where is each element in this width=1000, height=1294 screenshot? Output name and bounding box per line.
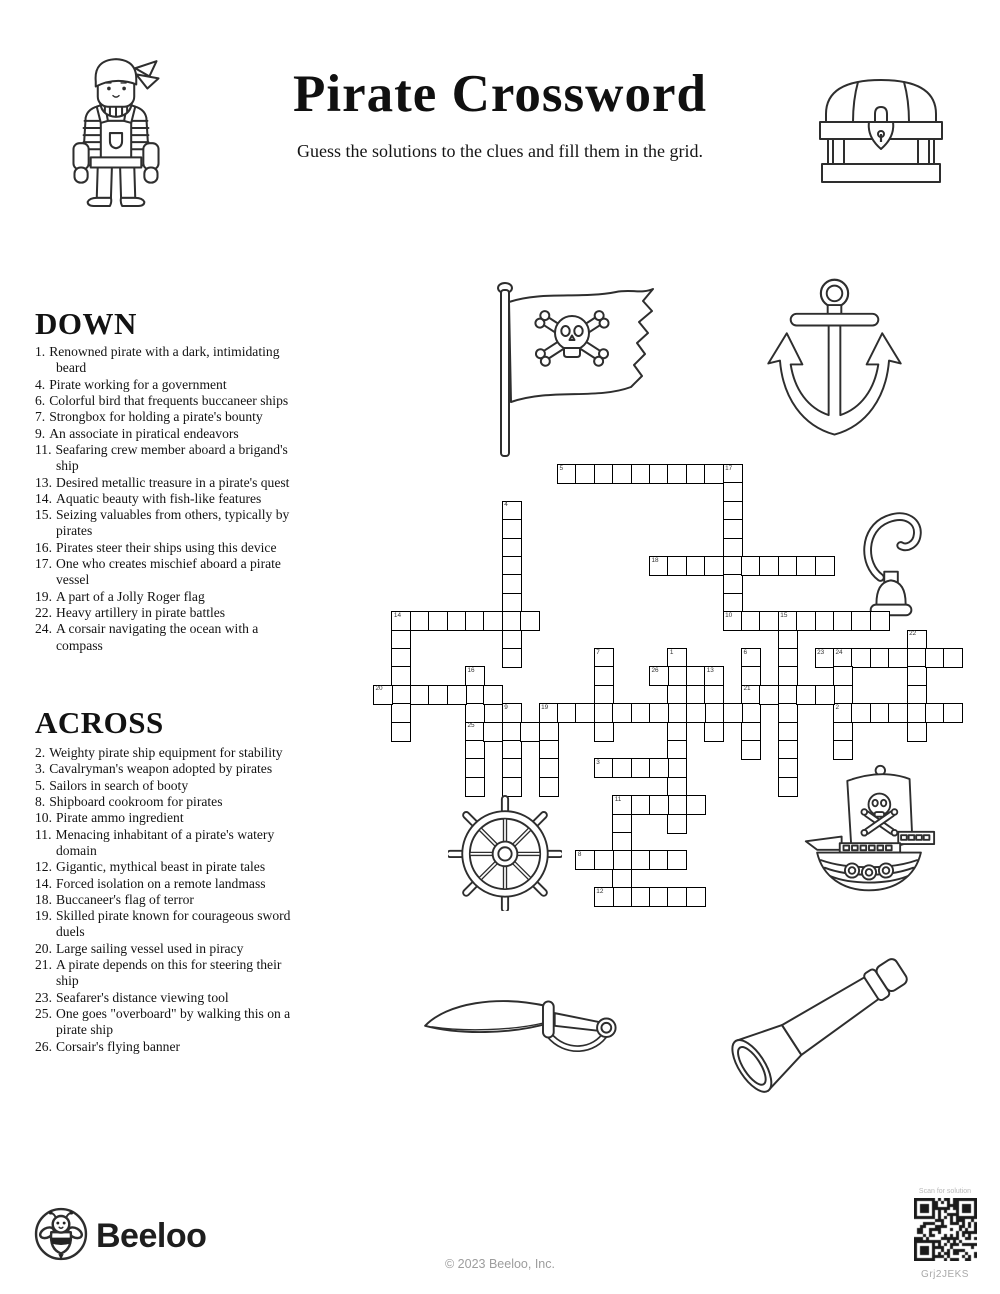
grid-cell[interactable]: [778, 740, 798, 760]
clue-number: 12.: [35, 859, 52, 875]
clue: 26. Corsair's flying banner: [35, 1038, 181, 1054]
grid-cell[interactable]: [815, 556, 835, 576]
clue: 18. Buccaneer's flag of terror: [35, 891, 194, 907]
pirate-ship-icon: [798, 762, 940, 896]
grid-cell[interactable]: [778, 556, 798, 576]
grid-cell[interactable]: [907, 722, 927, 742]
grid-cell[interactable]: [391, 685, 411, 705]
grid-cell[interactable]: [870, 648, 890, 668]
grid-cell[interactable]: [907, 703, 927, 723]
grid-cell[interactable]: [815, 648, 835, 668]
grid-cell[interactable]: [594, 722, 614, 742]
clue: 19. A part of a Jolly Roger flag: [35, 588, 205, 604]
grid-cell[interactable]: [502, 501, 522, 521]
clue-number: 4.: [35, 376, 46, 392]
grid-cell[interactable]: [649, 850, 669, 870]
cell-number: 13: [706, 666, 714, 674]
grid-cell[interactable]: [741, 556, 761, 576]
clue-number: 7.: [35, 409, 46, 425]
grid-cell[interactable]: [704, 556, 724, 576]
grid-cell[interactable]: [778, 777, 798, 797]
clue-number: 5.: [35, 777, 46, 793]
grid-cell[interactable]: [631, 758, 651, 778]
clue-number: 20.: [35, 940, 52, 956]
grid-cell[interactable]: [704, 703, 724, 723]
grid-cell[interactable]: [373, 685, 393, 705]
grid-cell[interactable]: [888, 648, 908, 668]
grid-cell[interactable]: [667, 758, 687, 778]
grid-cell[interactable]: [741, 703, 761, 723]
grid-cell[interactable]: [686, 795, 706, 815]
grid-cell[interactable]: [631, 887, 651, 907]
clue-number: 21.: [35, 957, 52, 973]
grid-cell[interactable]: [907, 630, 927, 650]
grid-cell[interactable]: [778, 722, 798, 742]
grid-cell[interactable]: [391, 666, 411, 686]
grid-cell[interactable]: [925, 703, 945, 723]
grid-cell[interactable]: [686, 464, 706, 484]
clue-number: 13.: [35, 474, 52, 490]
grid-cell[interactable]: [667, 795, 687, 815]
cell-number: 11: [614, 795, 622, 803]
grid-cell[interactable]: [815, 685, 835, 705]
cell-number: 25: [467, 722, 475, 730]
cell-number: 21: [743, 685, 751, 693]
cell-number: 15: [780, 611, 788, 619]
grid-cell[interactable]: [723, 556, 743, 576]
grid-cell[interactable]: [851, 611, 871, 631]
clue: 22. Heavy artillery in pirate battles: [35, 605, 226, 620]
grid-cell[interactable]: [741, 740, 761, 760]
grid-cell[interactable]: [447, 611, 467, 631]
anchor-icon: [742, 272, 927, 454]
clue: 11. Seafaring crew member aboard a brigand's ship: [35, 441, 288, 474]
clue: 16. Pirates steer their ships using this device: [35, 539, 277, 555]
grid-cell[interactable]: [833, 685, 853, 705]
grid-cell[interactable]: [667, 685, 687, 705]
grid-cell[interactable]: [612, 814, 632, 834]
grid-cell[interactable]: [870, 611, 890, 631]
grid-cell[interactable]: [796, 611, 816, 631]
grid-cell[interactable]: [907, 648, 927, 668]
page-title: Pirate Crossword: [293, 65, 707, 123]
grid-cell[interactable]: [649, 556, 669, 576]
grid-cell[interactable]: [667, 464, 687, 484]
grid-cell[interactable]: [723, 703, 743, 723]
cell-number: 4: [504, 501, 508, 509]
grid-cell[interactable]: [594, 850, 614, 870]
clue-number: 9.: [35, 425, 46, 441]
grid-cell[interactable]: [502, 556, 522, 576]
grid-cell[interactable]: [851, 648, 871, 668]
grid-cell[interactable]: [851, 703, 871, 723]
grid-cell[interactable]: [649, 887, 669, 907]
grid-cell[interactable]: [686, 887, 706, 907]
pirate-flag-icon: [492, 276, 672, 466]
grid-cell[interactable]: [612, 887, 632, 907]
grid-cell[interactable]: [704, 685, 724, 705]
grid-cell[interactable]: [815, 611, 835, 631]
grid-cell[interactable]: [391, 611, 411, 631]
clue-number: 15.: [35, 507, 52, 523]
clue-number: 11.: [35, 441, 52, 457]
grid-cell[interactable]: [612, 850, 632, 870]
cell-number: 3: [596, 758, 600, 766]
grid-cell[interactable]: [410, 611, 430, 631]
clue-number: 17.: [35, 556, 52, 572]
grid-cell[interactable]: [612, 795, 632, 815]
grid-cell[interactable]: [612, 832, 632, 852]
clue: 15. Seizing valuables from others, typically by pirates: [35, 507, 290, 539]
clue-number: 14.: [35, 490, 52, 506]
clue-number: 24.: [35, 621, 52, 637]
grid-cell[interactable]: [502, 593, 522, 613]
grid-cell[interactable]: [465, 666, 485, 686]
grid-cell[interactable]: [833, 648, 853, 668]
cell-number: 19: [541, 703, 549, 711]
grid-cell[interactable]: [539, 758, 559, 778]
clue: 10. Pirate ammo ingredient: [35, 810, 184, 826]
grid-cell[interactable]: [594, 464, 614, 484]
grid-cell[interactable]: [520, 611, 540, 631]
grid-cell[interactable]: [667, 666, 687, 686]
clue-number: 16.: [35, 539, 52, 555]
clue-number: 3.: [35, 761, 46, 777]
ship-wheel-icon: [448, 793, 562, 911]
grid-cell[interactable]: [502, 611, 522, 631]
grid-cell[interactable]: [391, 703, 411, 723]
grid-cell[interactable]: [594, 648, 614, 668]
grid-cell[interactable]: [833, 666, 853, 686]
clue: 14. Forced isolation on a remote landmass: [35, 875, 266, 891]
cell-number: 12: [596, 887, 604, 895]
grid-cell[interactable]: [925, 648, 945, 668]
grid-cell[interactable]: [465, 722, 485, 742]
grid-cell[interactable]: [723, 501, 743, 521]
grid-cell[interactable]: [502, 630, 522, 650]
grid-cell[interactable]: [667, 648, 687, 668]
grid-cell[interactable]: [796, 556, 816, 576]
grid-cell[interactable]: [870, 703, 890, 723]
grid-cell[interactable]: [649, 795, 669, 815]
grid-cell[interactable]: [704, 464, 724, 484]
clue: 23. Seafarer's distance viewing tool: [35, 989, 229, 1005]
grid-cell[interactable]: [686, 556, 706, 576]
clue: 19. Skilled pirate known for courageous sword duels: [35, 908, 291, 940]
grid-cell[interactable]: [704, 722, 724, 742]
grid-cell[interactable]: [557, 464, 577, 484]
grid-cell[interactable]: [723, 611, 743, 631]
across-clue-list: [35, 745, 293, 1055]
cell-number: 7: [596, 648, 600, 656]
grid-cell[interactable]: [612, 703, 632, 723]
grid-cell[interactable]: [667, 887, 687, 907]
grid-cell[interactable]: [410, 685, 430, 705]
grid-cell[interactable]: [833, 740, 853, 760]
clue: 20. Large sailing vessel used in piracy: [35, 940, 244, 956]
clue-number: 14.: [35, 875, 52, 891]
grid-cell[interactable]: [704, 666, 724, 686]
clue-number: 19.: [35, 588, 52, 604]
grid-cell[interactable]: [759, 685, 779, 705]
clue: 17. One who creates mischief aboard a pirate vessel: [35, 556, 281, 588]
grid-cell[interactable]: [723, 538, 743, 558]
pirate-icon: [58, 48, 174, 210]
clue: 7. Strongbox for holding a pirate's bounty: [35, 409, 263, 425]
cell-number: 18: [651, 556, 659, 564]
grid-cell[interactable]: [539, 703, 559, 723]
grid-cell[interactable]: [778, 648, 798, 668]
grid-cell[interactable]: [667, 556, 687, 576]
grid-cell[interactable]: [631, 850, 651, 870]
grid-cell[interactable]: [741, 722, 761, 742]
clue-number: 22.: [35, 605, 52, 620]
cell-number: 17: [725, 464, 733, 472]
cutlass-icon: [418, 980, 630, 1056]
grid-cell[interactable]: [649, 758, 669, 778]
grid-cell[interactable]: [741, 666, 761, 686]
grid-cell[interactable]: [667, 777, 687, 797]
cell-number: 2: [835, 703, 840, 711]
page-subtitle: Guess the solutions to the clues and fill them in the grid.: [297, 141, 703, 161]
grid-cell[interactable]: [741, 611, 761, 631]
grid-cell[interactable]: [502, 574, 522, 594]
grid-cell[interactable]: [723, 593, 743, 613]
clue: 9. An associate in piratical endeavors: [35, 425, 239, 441]
telescope-icon: [712, 918, 940, 1106]
cell-number: 1: [669, 648, 674, 656]
grid-cell[interactable]: [631, 795, 651, 815]
cell-number: 9: [504, 703, 508, 711]
grid-cell[interactable]: [649, 703, 669, 723]
qr-code-label: Grj2JEKS: [921, 1269, 969, 1280]
clue: 3. Cavalryman's weapon adopted by pirates: [35, 761, 273, 777]
clue-number: 1.: [35, 344, 46, 359]
clue: 25. One goes "overboard" by walking this on a pirate ship: [35, 1006, 291, 1038]
grid-cell[interactable]: [502, 703, 522, 723]
grid-cell[interactable]: [723, 482, 743, 502]
grid-cell[interactable]: [502, 740, 522, 760]
grid-cell[interactable]: [907, 666, 927, 686]
treasure-chest-icon: [810, 68, 952, 190]
clue-number: 8.: [35, 793, 46, 809]
clue-number: 18.: [35, 891, 52, 907]
grid-cell[interactable]: [502, 538, 522, 558]
grid-cell[interactable]: [465, 740, 485, 760]
grid-cell[interactable]: [575, 703, 595, 723]
clue: 13. Desired metallic treasure in a pirate's quest: [35, 474, 290, 490]
bee-logo-icon: [33, 1206, 89, 1262]
grid-cell[interactable]: [667, 850, 687, 870]
copyright-text: © 2023 Beeloo, Inc.: [445, 1257, 555, 1271]
grid-cell[interactable]: [723, 519, 743, 539]
grid-cell[interactable]: [520, 722, 540, 742]
grid-cell[interactable]: [649, 464, 669, 484]
grid-cell[interactable]: [943, 648, 963, 668]
clue-number: 11.: [35, 826, 52, 842]
grid-cell[interactable]: [778, 666, 798, 686]
qr-block: [903, 1188, 987, 1280]
brand-wordmark: Beeloo: [96, 1217, 207, 1255]
qr-caption: Scan for solution: [918, 1188, 972, 1195]
grid-cell[interactable]: [723, 574, 743, 594]
grid-cell[interactable]: [741, 648, 761, 668]
clue: 5. Sailors in search of booty: [35, 777, 189, 793]
grid-cell[interactable]: [502, 722, 522, 742]
grid-cell[interactable]: [741, 685, 761, 705]
grid-cell[interactable]: [575, 464, 595, 484]
grid-cell[interactable]: [539, 740, 559, 760]
down-clue-list: [35, 344, 293, 654]
grid-cell[interactable]: [594, 666, 614, 686]
down-heading: DOWN: [35, 306, 137, 341]
grid-cell[interactable]: [428, 611, 448, 631]
grid-cell[interactable]: [612, 758, 632, 778]
grid-cell[interactable]: [778, 703, 798, 723]
grid-cell[interactable]: [391, 630, 411, 650]
grid-cell[interactable]: [778, 758, 798, 778]
grid-cell[interactable]: [686, 666, 706, 686]
grid-cell[interactable]: [759, 556, 779, 576]
grid-cell[interactable]: [778, 685, 798, 705]
grid-cell[interactable]: [483, 611, 503, 631]
grid-cell[interactable]: [612, 869, 632, 889]
grid-cell[interactable]: [502, 519, 522, 539]
grid-cell[interactable]: [465, 685, 485, 705]
cell-number: 5: [559, 464, 564, 472]
clue: 21. A pirate depends on this for steering their ship: [35, 957, 282, 989]
grid-cell[interactable]: [502, 758, 522, 778]
grid-cell[interactable]: [833, 703, 853, 723]
clue: 2. Weighty pirate ship equipment for stability: [35, 745, 283, 760]
clue: 12. Gigantic, mythical beast in pirate tales: [35, 859, 266, 875]
clue-number: 19.: [35, 908, 52, 924]
grid-cell[interactable]: [833, 722, 853, 742]
cell-number: 26: [651, 666, 659, 674]
grid-cell[interactable]: [594, 703, 614, 723]
cell-number: 14: [393, 611, 401, 619]
grid-cell[interactable]: [502, 648, 522, 668]
clue: 6. Colorful bird that frequents buccaneer ships: [35, 392, 289, 408]
grid-cell[interactable]: [483, 722, 503, 742]
grid-cell[interactable]: [667, 814, 687, 834]
cell-number: 23: [817, 648, 825, 656]
clue: 1. Renowned pirate with a dark, intimidating beard: [35, 344, 280, 376]
clue: 24. A corsair navigating the ocean with a compass: [35, 621, 259, 653]
cell-number: 10: [725, 611, 733, 619]
cell-number: 6: [743, 648, 748, 656]
grid-cell[interactable]: [465, 758, 485, 778]
clue-number: 10.: [35, 810, 52, 826]
grid-cell[interactable]: [483, 685, 503, 705]
grid-cell[interactable]: [594, 758, 614, 778]
clue-number: 23.: [35, 989, 52, 1005]
grid-cell[interactable]: [465, 611, 485, 631]
clue: 14. Aquatic beauty with fish-like features: [35, 490, 262, 506]
grid-cell[interactable]: [686, 703, 706, 723]
clue-number: 6.: [35, 392, 46, 408]
clue: 8. Shipboard cookroom for pirates: [35, 793, 223, 809]
grid-cell[interactable]: [759, 611, 779, 631]
cell-number: 20: [375, 685, 383, 693]
grid-cell[interactable]: [833, 611, 853, 631]
grid-cell[interactable]: [907, 685, 927, 705]
grid-cell[interactable]: [391, 648, 411, 668]
grid-cell[interactable]: [723, 464, 743, 484]
grid-cell[interactable]: [391, 722, 411, 742]
grid-cell[interactable]: [778, 611, 798, 631]
clue: 11. Menacing inhabitant of a pirate's watery domain: [35, 826, 275, 858]
grid-cell[interactable]: [943, 703, 963, 723]
grid-cell[interactable]: [557, 703, 577, 723]
qr-code: [914, 1198, 977, 1261]
grid-cell[interactable]: [888, 703, 908, 723]
grid-cell[interactable]: [612, 464, 632, 484]
grid-cell[interactable]: [447, 685, 467, 705]
cell-number: 8: [577, 850, 582, 858]
grid-cell[interactable]: [667, 740, 687, 760]
grid-cell[interactable]: [631, 703, 651, 723]
grid-cell[interactable]: [667, 722, 687, 742]
clue-number: 2.: [35, 745, 46, 760]
hook-icon: [848, 498, 936, 624]
cell-number: 22: [909, 630, 917, 638]
cell-number: 16: [467, 666, 475, 674]
clue-number: 25.: [35, 1006, 52, 1021]
grid-cell[interactable]: [631, 464, 651, 484]
grid-cell[interactable]: [594, 685, 614, 705]
clue: 4. Pirate working for a government: [35, 376, 227, 392]
across-heading: ACROSS: [35, 705, 164, 740]
grid-cell[interactable]: [649, 666, 669, 686]
grid-cell[interactable]: [428, 685, 448, 705]
grid-cell[interactable]: [667, 703, 687, 723]
cell-number: 24: [835, 648, 843, 656]
grid-cell[interactable]: [594, 887, 614, 907]
grid-cell[interactable]: [539, 722, 559, 742]
clue-number: 26.: [35, 1038, 52, 1054]
grid-cell[interactable]: [778, 630, 798, 650]
grid-cell[interactable]: [575, 850, 595, 870]
grid-cell[interactable]: [465, 703, 485, 723]
grid-cell[interactable]: [796, 685, 816, 705]
